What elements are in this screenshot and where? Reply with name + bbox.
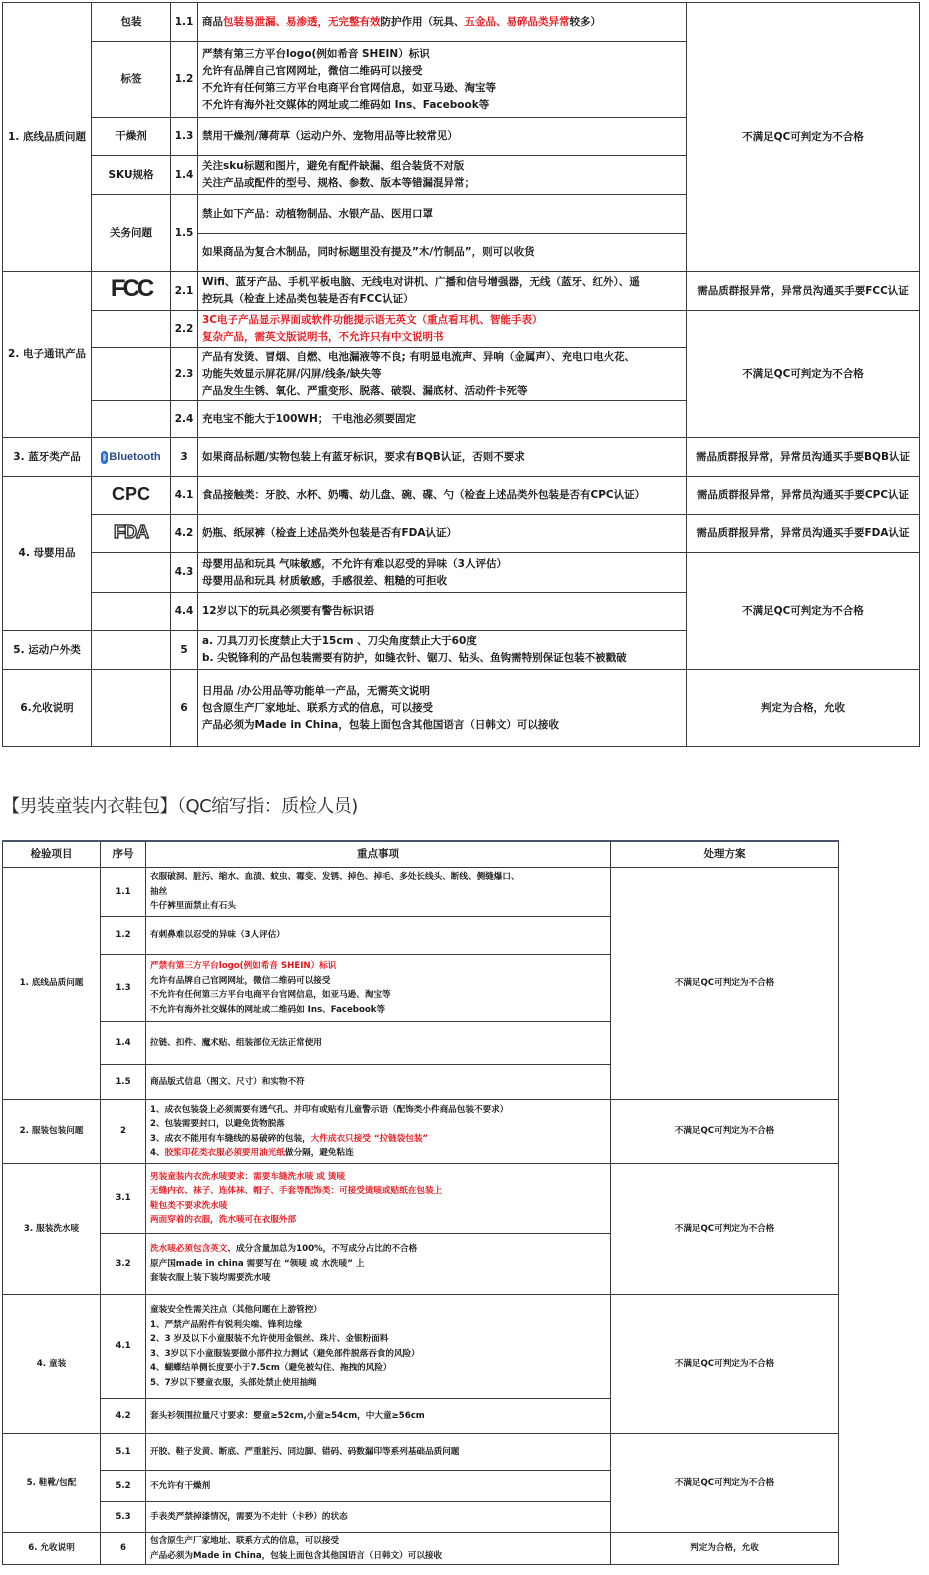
table-row [3,868,839,917]
content-cell: 套头衫领围拉量尺寸要求：婴童≥52cm,小童≥54cm，中大童≥56cm [146,1399,611,1434]
seq-number: 1.2 [171,42,198,118]
qc-table-apparel [2,840,839,1565]
content-cell: 充电宝不能大于100WH； 干电池必须要固定 [198,401,687,438]
table-row [3,515,920,553]
seq-number: 1.4 [171,156,198,195]
subcategory-cell: 包装 [92,3,171,42]
table-row [3,311,920,348]
category-cell: 1. 底线品质问题 [3,868,101,1100]
seq-number: 4.1 [101,1295,146,1399]
action-cell: 不满足QC可判定为不合格 [611,1434,839,1533]
empty-cell [92,311,171,348]
table-row [3,1100,839,1164]
seq-number: 5 [171,631,198,670]
content-cell: 12岁以下的玩具必须要有警告标识语 [198,593,687,631]
action-cell: 需品质群报异常，异常员沟通买手要FCC认证 [687,272,920,311]
content-cell: 包含原生产厂家地址、联系方式的信息，可以接受 产品必须为Made in China，包装上面包含其他国语言（日韩文）可以接收 [146,1533,611,1565]
content-cell: a. 刀具刀刃长度禁止大于15cm 、刀尖角度禁止大于60度 b. 尖锐锋利的产品包装需要有防护，如缝衣针、锯刀、钻头、鱼钩需特别保证包装不被戳破 [198,631,687,670]
empty-cell [92,553,171,593]
category-cell: 2. 服装包装问题 [3,1100,101,1164]
content-cell: 禁用干燥剂/薄荷草（运动户外、宠物用品等比较常见） [198,118,687,156]
seq-number: 1.2 [101,917,146,955]
seq-number: 1.4 [101,1022,146,1065]
fda-logo-icon: FDA [114,521,148,542]
cpc-logo-icon: CPC [111,483,150,504]
action-cell: 需品质群报异常，异常员沟通买手要BQB认证 [687,438,920,477]
action-cell: 不满足QC可判定为不合格 [611,1164,839,1295]
content-cell: 产品有发烫、冒烟、自燃、电池漏液等不良; 有明显电流声、异响（金属声）、充电口电火花、 功能失效显示屏花屏/闪屏/线条/缺失等 产品发生生锈、氧化、严重变形、脱落、破裂、漏底材、活动件卡死等 [198,348,687,401]
seq-number: 1.1 [101,868,146,917]
header-content: 重点事项 [146,841,611,868]
seq-number: 5.1 [101,1434,146,1471]
action-cell: 判定为合格，允收 [687,670,920,747]
table-row [3,272,920,311]
content-cell: 开胶、鞋子发黄、断底、严重脏污、同边脚、错码、码数漏印等系列基础品质问题 [146,1434,611,1471]
seq-number: 4.4 [171,593,198,631]
category-cell: 5. 鞋靴/包配 [3,1434,101,1533]
content-cell: 不允许有干燥剂 [146,1471,611,1502]
content-cell: 洗水唛必须包含英文、成分含量加总为100%，不写成分占比的不合格 原产国made in china 需要写在 “领唛 或 水洗唛” 上 套装衣服上装下装均需要洗水唛 [146,1234,611,1295]
category-cell: 6. 允收说明 [3,1533,101,1565]
content-cell: 手表类严禁掉漆情况，需要为不走针（卡秒）的状态 [146,1502,611,1533]
seq-number: 3 [171,438,198,477]
action-cell: 不满足QC可判定为不合格 [687,553,920,670]
action-cell: 不满足QC可判定为不合格 [611,1295,839,1434]
action-cell: 不满足QC可判定为不合格 [687,311,920,438]
header-category: 检验项目 [3,841,101,868]
content-cell: 食品接触类：牙胶、水杯、奶嘴、幼儿盘、碗、碟、勺（检查上述品类外包装是否有CPC认证） [198,477,687,515]
logo-cell [92,272,171,311]
content-cell: 日用品 /办公用品等功能单一产品，无需英文说明 包含原生产厂家地址、联系方式的信息，可以接受 产品必须为Made in China，包装上面包含其他国语言（日韩文）可以接收 [198,670,687,747]
category-cell: 1. 底线品质问题 [3,3,92,272]
seq-number: 5.2 [101,1471,146,1502]
subcategory-cell: 关务问题 [92,195,171,272]
content-cell: 男装童装内衣洗水唛要求：需要车缝洗水唛 或 烫唛 无缝内衣、袜子、连体袜、帽子、手套等配饰类：可接受烫唛或贴纸在包装上 鞋包类不要求洗水唛 两面穿着的衣服，洗水唛可在衣服外部 [146,1164,611,1234]
table-row [3,670,920,747]
table-row [3,1434,839,1471]
content-cell: 商品版式信息（图文、尺寸）和实物不符 [146,1065,611,1100]
content-cell: 关注sku标题和图片，避免有配件缺漏、组合装货不对版 关注产品或配件的型号、规格、参数、版本等错漏混异常； [198,156,687,195]
content-cell: 3C电子产品显示界面或软件功能提示语无英文（重点看耳机、智能手表） 复杂产品，需英文版说明书，不允许只有中文说明书 [198,311,687,348]
red-highlight: 包装易泄漏、易渗透，无完整有效 [223,15,381,28]
action-cell: 不满足QC可判定为不合格 [687,3,920,272]
content-cell: 拉链、扣件、魔术贴、组装部位无法正常使用 [146,1022,611,1065]
content-cell: 奶瓶、纸尿裤（检查上述品类外包装是否有FDA认证） [198,515,687,553]
seq-number: 3.2 [101,1234,146,1295]
table-row [3,1295,839,1399]
table-row [3,477,920,515]
subcategory-cell: 标签 [92,42,171,118]
content-cell: Wifi、蓝牙产品、手机平板电脑、无线电对讲机、广播和信号增强器，无线（蓝牙、红外）、遥 控玩具（检查上述品类包装是否有FCC认证） [198,272,687,311]
qc-table-general [2,2,920,747]
action-cell: 需品质群报异常，异常员沟通买手要CPC认证 [687,477,920,515]
table-row [3,1533,839,1565]
empty-cell [92,593,171,631]
seq-number: 2.1 [171,272,198,311]
seq-number: 3.1 [101,1164,146,1234]
content-cell: 严禁有第三方平台logo(例如希音 SHEIN）标识 允许有品牌自己官网网址，微信二维码可以接受 不允许有任何第三方平台电商平台官网信息，如亚马逊、淘宝等 不允许有海外社交媒体的网址或二维码如 Ins、Facebook等 [146,955,611,1022]
logo-cell [92,477,171,515]
table-row [3,3,920,42]
seq-number: 4.2 [171,515,198,553]
content-cell: 如果商品为复合木制品，同时标题里没有提及”木/竹制品”，则可以收货 [198,234,687,272]
empty-cell [92,401,171,438]
category-cell: 2. 电子通讯产品 [3,272,92,438]
table-row [3,553,920,593]
category-cell: 5. 运动户外类 [3,631,92,670]
logo-cell [92,438,171,477]
header-number: 序号 [101,841,146,868]
action-cell: 不满足QC可判定为不合格 [611,868,839,1100]
subcategory-cell: SKU规格 [92,156,171,195]
content-cell: 严禁有第三方平台logo(例如希音 SHEIN）标识 允许有品牌自己官网网址，微信二维码可以接受 不允许有任何第三方平台电商平台官网信息，如亚马逊、淘宝等 不允许有海外社交媒体的网址或二维码如 Ins、Facebook等 [198,42,687,118]
seq-number: 4.1 [171,477,198,515]
seq-number: 4.2 [101,1399,146,1434]
seq-number: 6 [101,1533,146,1565]
section-heading: 【男装童装内衣鞋包】（QC缩写指：质检人员) [2,796,358,817]
content-cell: 有刺鼻难以忍受的异味（3人评估） [146,917,611,955]
seq-number: 2.2 [171,311,198,348]
seq-number: 1.1 [171,3,198,42]
bluetooth-logo-icon: ᛒ Bluetooth [102,450,161,463]
empty-cell [92,348,171,401]
red-highlight: 五金品、易碎品类异常 [464,15,570,28]
category-cell: 4. 童装 [3,1295,101,1434]
action-cell: 判定为合格，允收 [611,1533,839,1565]
content-cell: 如果商品标题/实物包装上有蓝牙标识，要求有BQB认证，否则不要求 [198,438,687,477]
content-cell: 童装安全性需关注点（其他问题在上游管控） 1、严禁产品附件有锐利尖端、锋利边缘 2、3 岁及以下小童服装不允许使用金银丝、珠片、金银粉面料 3、3岁以下小童服装要做小部件拉力测试（避免部件脱落吞食的风险） 4、蝴蝶结单侧长度要小于7.5cm（避免被勾住、拖拽的风险） 5、7岁以下婴童衣服，头部处禁止使用抽绳 [146,1295,611,1399]
seq-number: 1.5 [171,195,198,272]
table-header-row [3,841,839,868]
category-cell: 6.允收说明 [3,670,92,747]
seq-number: 1.5 [101,1065,146,1100]
fcc-logo-icon: FCC [110,275,152,302]
header-action: 处理方案 [611,841,839,868]
category-cell: 4. 母婴用品 [3,477,92,631]
category-cell: 3. 蓝牙类产品 [3,438,92,477]
empty-cell [92,631,171,670]
action-cell: 不满足QC可判定为不合格 [611,1100,839,1164]
content-cell: 衣服破洞、脏污、缩水、血渍、蚊虫、霉变、发锈、掉色、掉毛、多处长线头、断线、侧缝爆口、 抽丝 牛仔裤里面禁止有石头 [146,868,611,917]
seq-number: 2.3 [171,348,198,401]
subcategory-cell: 干燥剂 [92,118,171,156]
action-cell: 需品质群报异常，异常员沟通买手要FDA认证 [687,515,920,553]
table-row [3,1164,839,1234]
seq-number: 1.3 [101,955,146,1022]
seq-number: 2.4 [171,401,198,438]
content-cell: 商品包装易泄漏、易渗透，无完整有效防护作用（玩具、五金品、易碎品类异常较多） [198,3,687,42]
seq-number: 1.3 [171,118,198,156]
table-row [3,438,920,477]
category-cell: 3. 服装洗水唛 [3,1164,101,1295]
logo-cell [92,515,171,553]
content-cell: 母婴用品和玩具 气味敏感，不允许有难以忍受的异味（3人评估） 母婴用品和玩具 材质敏感，手感很差、粗糙的可拒收 [198,553,687,593]
empty-cell [92,670,171,747]
seq-number: 4.3 [171,553,198,593]
seq-number: 5.3 [101,1502,146,1533]
seq-number: 2 [101,1100,146,1164]
content-cell: 禁止如下产品：动植物制品、水银产品、医用口罩 [198,195,687,234]
seq-number: 6 [171,670,198,747]
content-cell: 1、成衣包装袋上必须需要有透气孔、并印有或贴有儿童警示语（配饰类小件商品包装不要求） 2、包装需要封口，以避免货物脱落 3、成衣不能用有车缝线的易破碎的包装，大件成衣只接受 “拉链袋包装” 4、胶浆印花类衣服必须要用油光纸做分隔，避免粘连 [146,1100,611,1164]
